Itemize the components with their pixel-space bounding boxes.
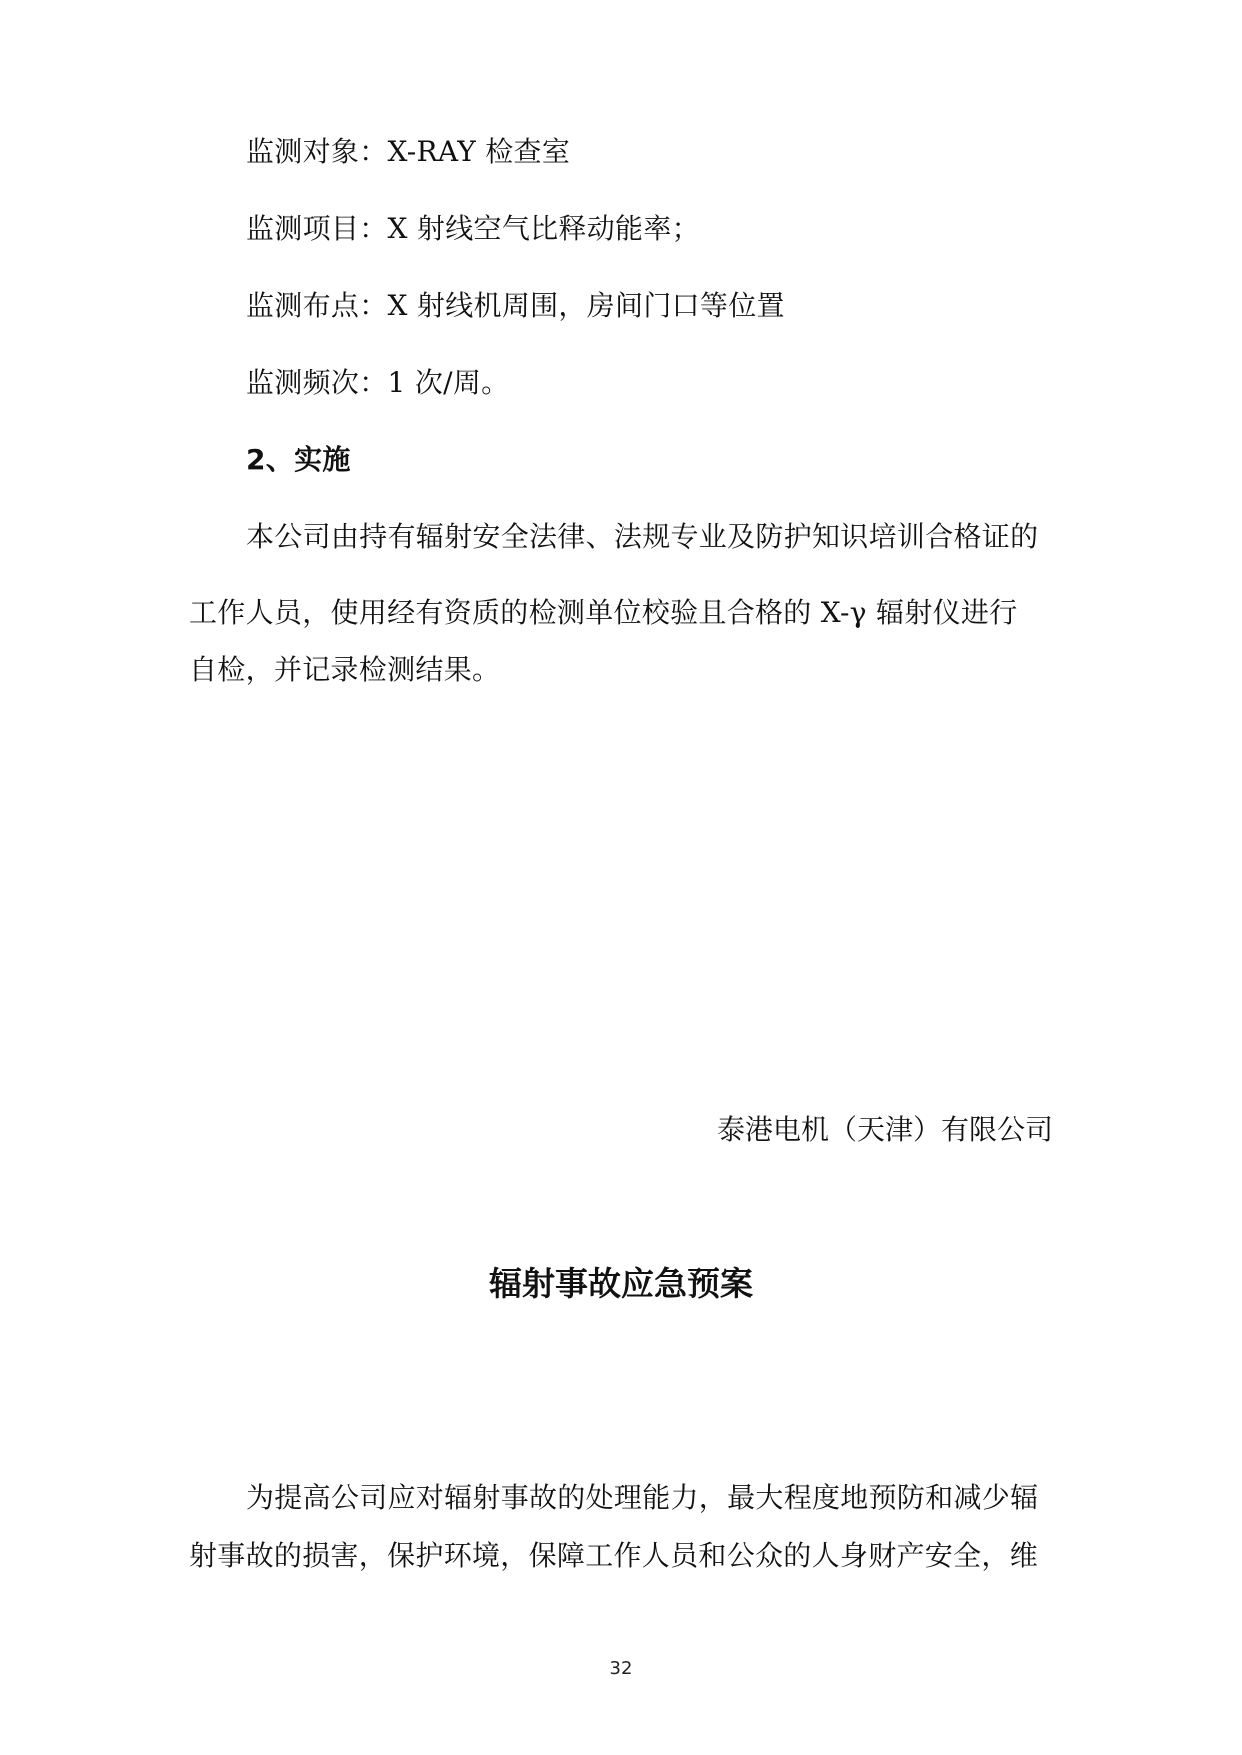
paragraph-line: 工作人员，使用经有资质的检测单位校验且合格的 X-γ 辐射仪进行 — [189, 596, 1018, 629]
plan-title: 辐射事故应急预案 — [489, 1264, 753, 1303]
page-number: 32 — [609, 1658, 633, 1679]
company-signature: 泰港电机（天津）有限公司 — [716, 1113, 1053, 1146]
monitoring-frequency: 监测频次：1 次/周。 — [246, 366, 510, 399]
intro-line: 射事故的损害，保护环境，保障工作人员和公众的人身财产安全，维 — [189, 1539, 1039, 1572]
paragraph-line: 自检，并记录检测结果。 — [189, 653, 501, 686]
paragraph-line: 本公司由持有辐射安全法律、法规专业及防护知识培训合格证的 — [246, 520, 1039, 553]
section-heading: 2、实施 — [246, 443, 351, 476]
monitoring-object: 监测对象：X-RAY 检查室 — [246, 135, 571, 168]
intro-line: 为提高公司应对辐射事故的处理能力，最大程度地预防和减少辐 — [246, 1481, 1039, 1514]
monitoring-item: 监测项目：X 射线空气比释动能率； — [246, 212, 700, 245]
monitoring-points: 监测布点：X 射线机周围，房间门口等位置 — [246, 289, 785, 322]
